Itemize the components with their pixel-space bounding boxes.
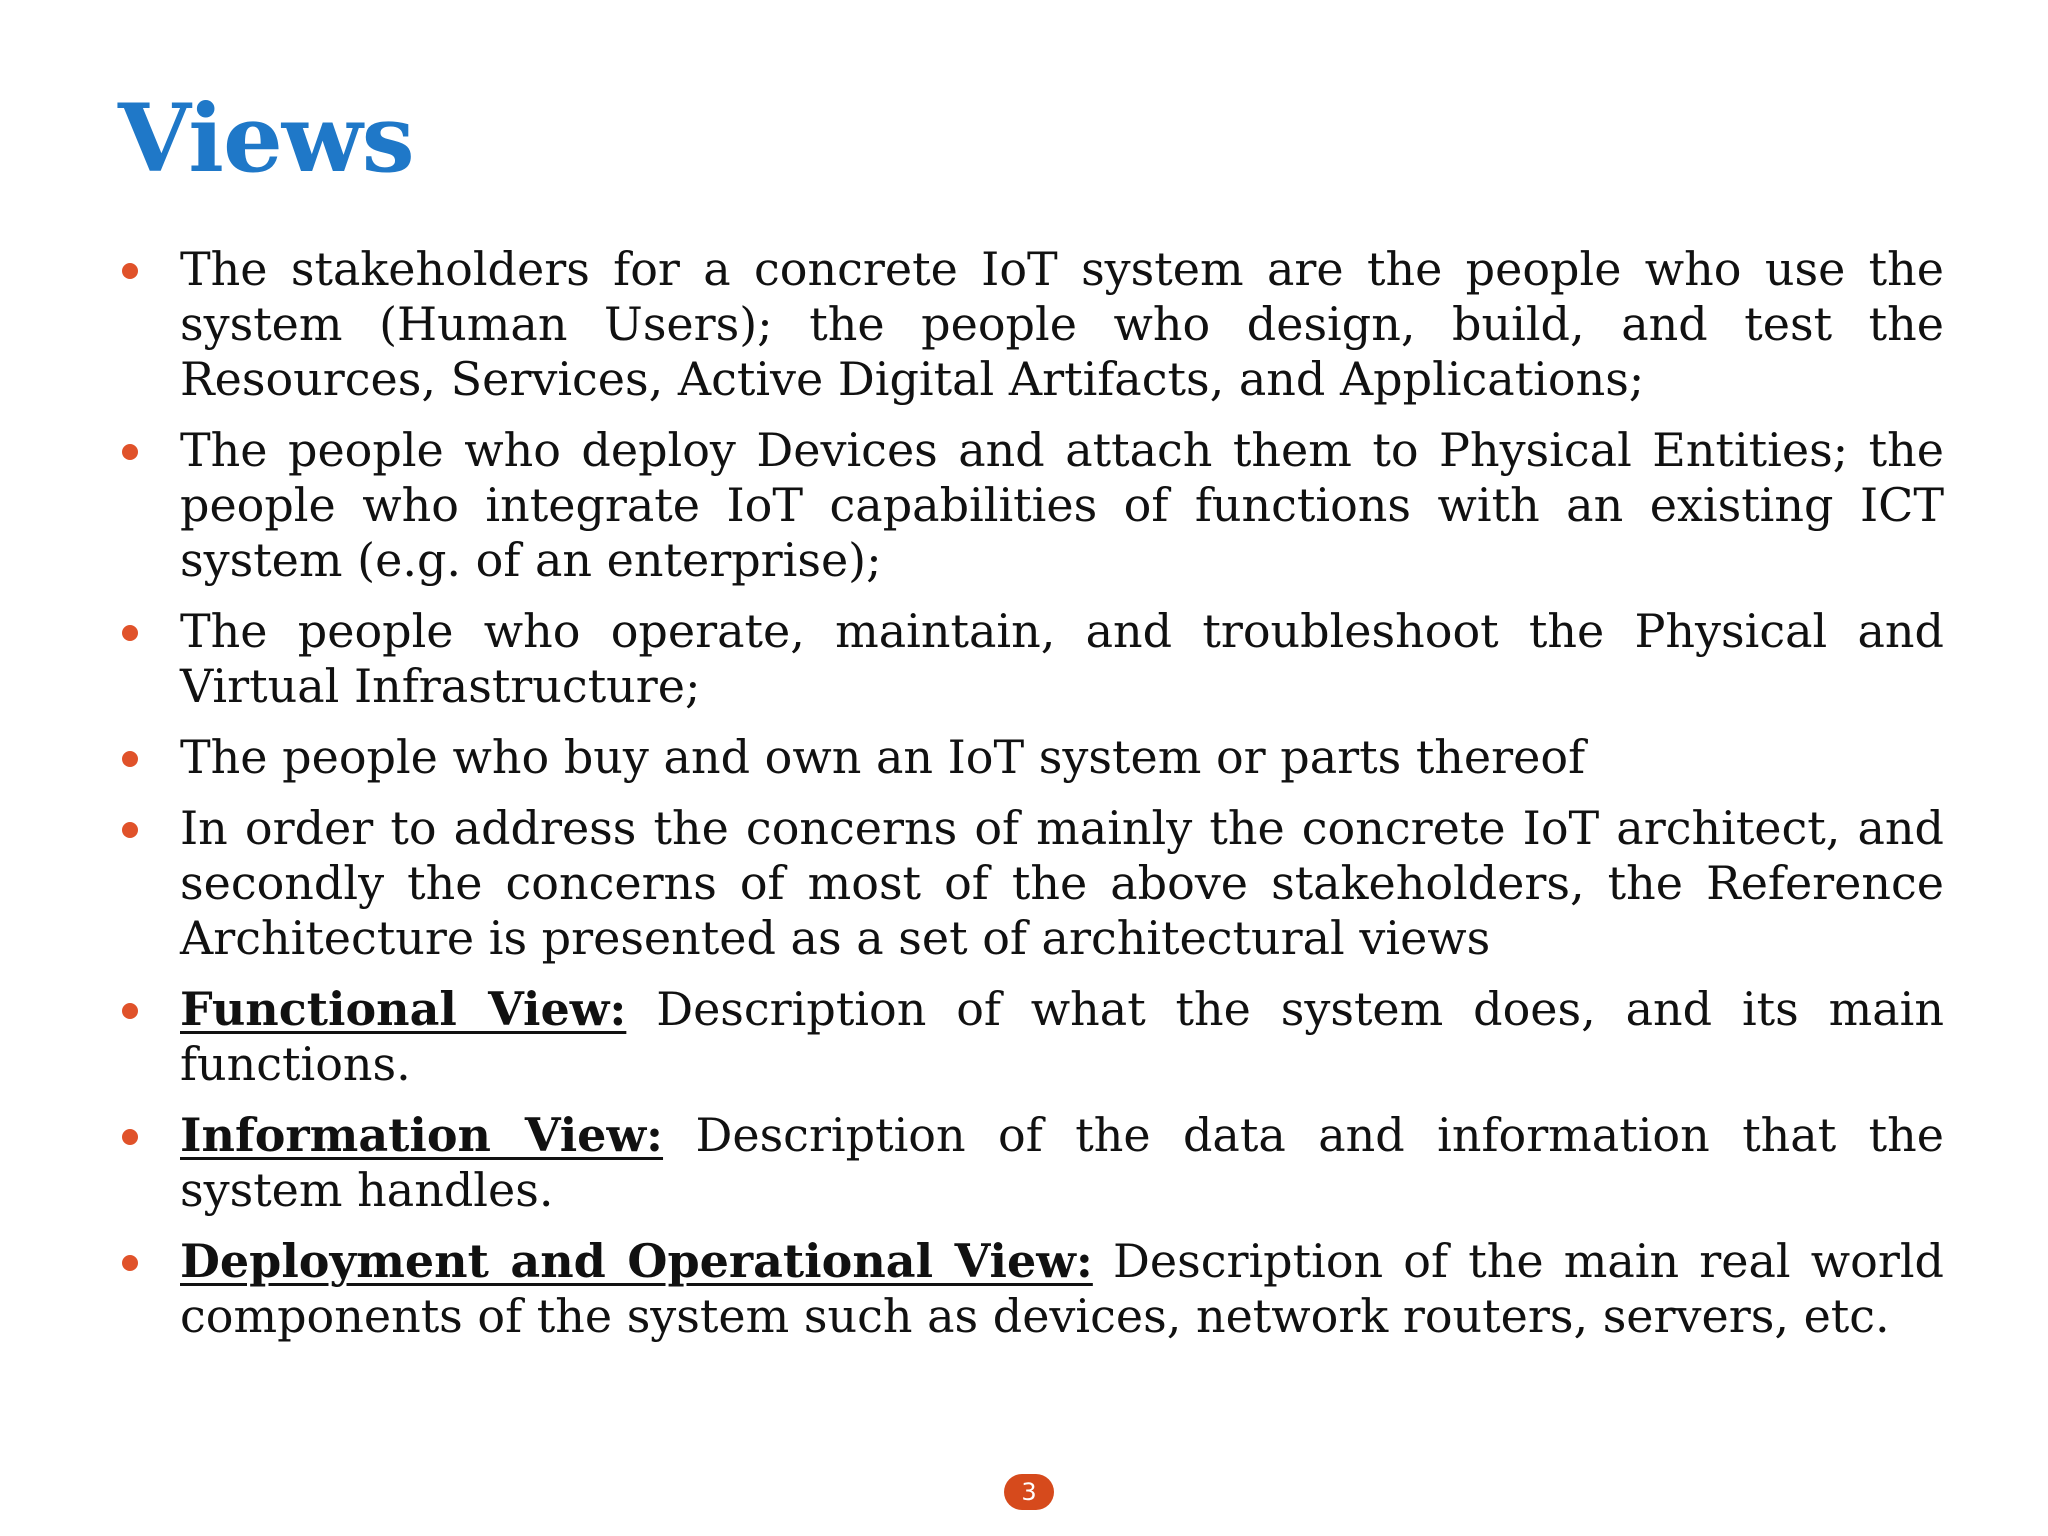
bullet-text: The people who deploy Devices and attach them to Physical Entities; the people who integrate IoT capabilities of functions with an existing ICT system (e.g. of an enterprise); [180, 423, 1944, 587]
bullet-icon [122, 1129, 138, 1145]
bullet-text: Description of the data and information that the system handles. [180, 1108, 1944, 1217]
bullet-item-deployers-integrators [118, 423, 1944, 588]
term-deployment-operational-view: Deployment and Operational View: [180, 1234, 1093, 1288]
bullet-icon [122, 263, 138, 279]
bullet-text: The people who operate, maintain, and troubleshoot the Physical and Virtual Infrastructure; [180, 604, 1944, 713]
bullet-text: The people who buy and own an IoT system or parts thereof [180, 730, 1586, 784]
bullet-list [118, 242, 1944, 1360]
bullet-icon [122, 822, 138, 838]
term-information-view: Information View: [180, 1108, 664, 1162]
bullet-item-reference-architecture [118, 801, 1944, 966]
bullet-icon [122, 625, 138, 641]
bullet-text: Description of what the system does, and its main functions. [180, 982, 1944, 1091]
bullet-item-owners [118, 730, 1944, 785]
bullet-icon [122, 444, 138, 460]
page-number-badge: 3 [1004, 1474, 1054, 1510]
bullet-text: In order to address the concerns of mainly the concrete IoT architect, and secondly the concerns of most of the above stakeholders, the Reference Architecture is presented as a set of architectural views [180, 801, 1944, 965]
bullet-item-deployment-operational-view [118, 1234, 1944, 1344]
term-functional-view: Functional View: [180, 982, 627, 1036]
bullet-icon [122, 1255, 138, 1271]
bullet-item-operators [118, 604, 1944, 714]
slide-title: Views [118, 84, 414, 194]
bullet-icon [122, 751, 138, 767]
bullet-icon [122, 1003, 138, 1019]
bullet-item-functional-view [118, 982, 1944, 1092]
bullet-item-information-view [118, 1108, 1944, 1218]
bullet-text: The stakeholders for a concrete IoT system are the people who use the system (Human Users); the people who design, build, and test the Resources, Services, Active Digital Artifacts, and Applications; [180, 242, 1944, 406]
bullet-text: Description of the main real world components of the system such as devices, network routers, servers, etc. [180, 1234, 1945, 1343]
bullet-item-stakeholders-users [118, 242, 1944, 407]
